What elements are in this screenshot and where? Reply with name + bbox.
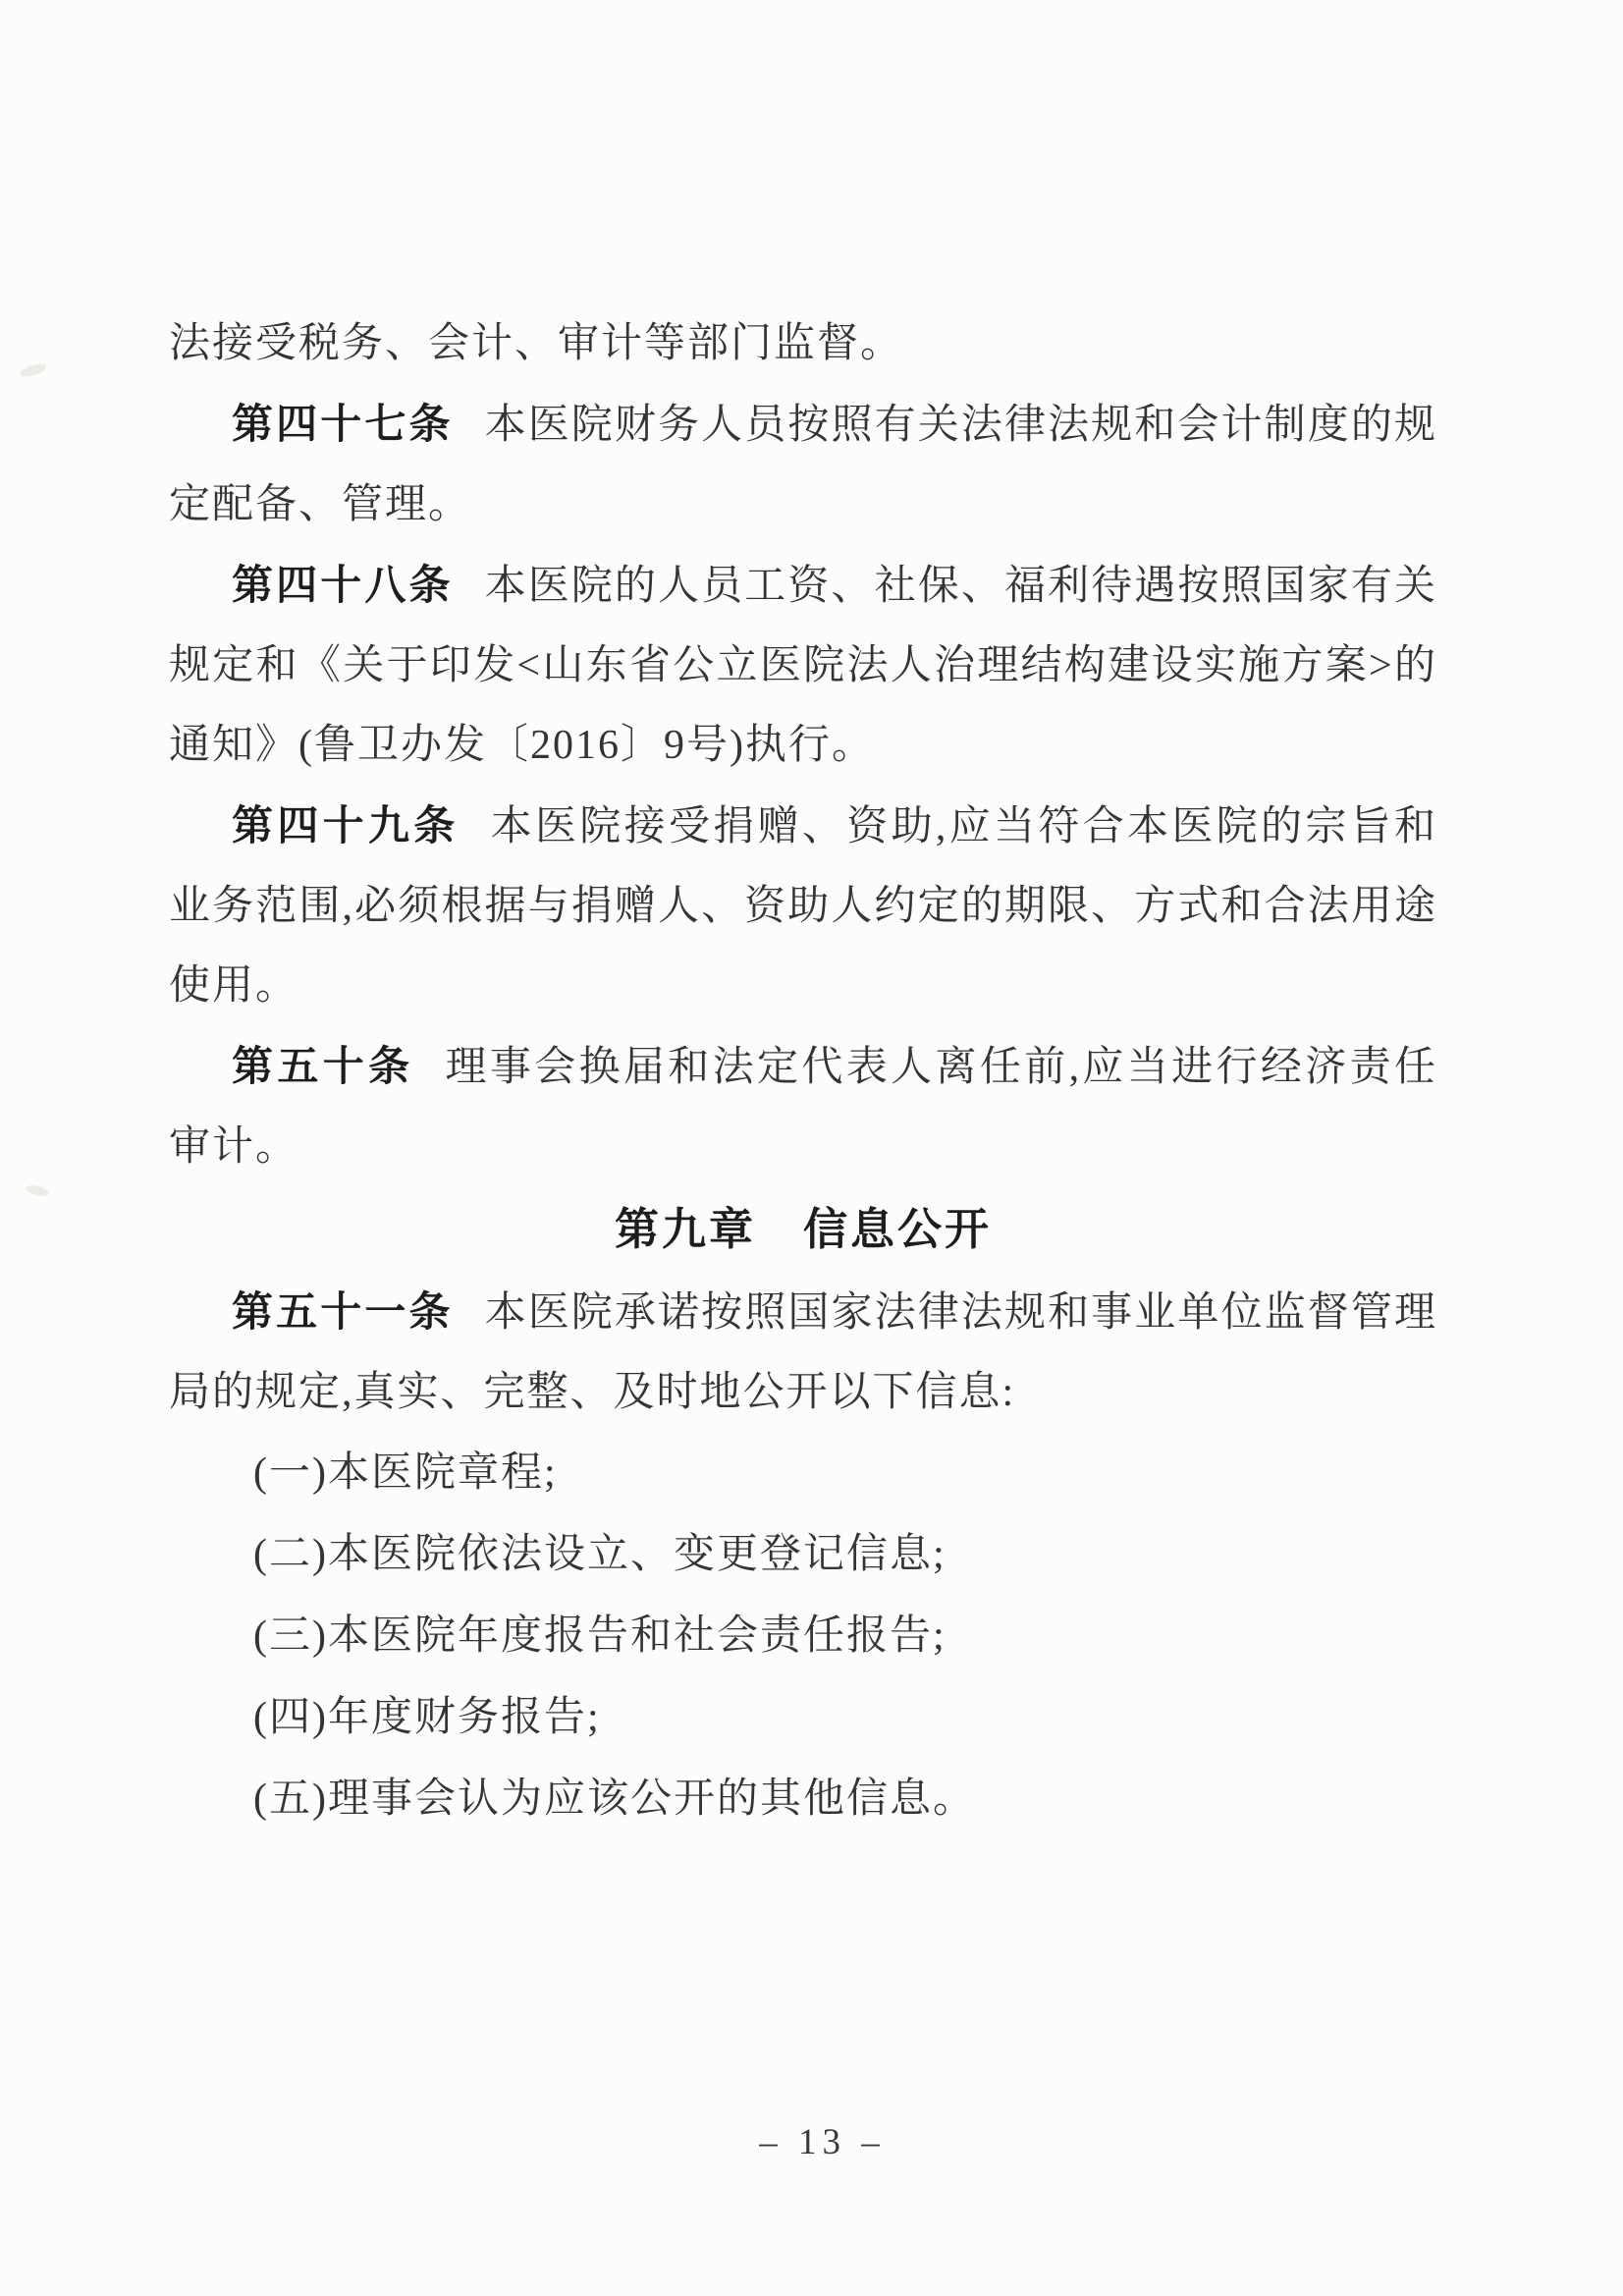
page-content <box>169 304 1437 1840</box>
scan-artifact <box>19 361 48 379</box>
article-51-text: 本医院承诺按照国家法律法规和事业单位监督管理局的规定,真实、完整、及时地公开以下信息: <box>169 1290 1437 1415</box>
chapter-title: 信息公开 <box>803 1204 993 1254</box>
article-47-text: 本医院财务人员按照有关法律法规和会计制度的规定配备、管理。 <box>169 403 1437 527</box>
paragraph-article-49 <box>169 786 1437 1026</box>
list-item-4: (四)年度财务报告; <box>253 1695 601 1740</box>
chapter-heading <box>169 1187 1437 1272</box>
article-50-text: 理事会换届和法定代表人离任前,应当进行经济责任审计。 <box>169 1045 1437 1170</box>
list-item-2: (二)本医院依法设立、变更登记信息; <box>253 1532 947 1577</box>
page-number: – 13 – <box>759 2122 886 2162</box>
scan-artifact <box>25 1183 49 1198</box>
paragraph-article-48 <box>169 545 1437 786</box>
paragraph-article-50 <box>169 1026 1437 1187</box>
paragraph-article-47 <box>169 384 1437 545</box>
article-48-label: 第四十八条 <box>232 562 454 608</box>
paragraph-continuation: 法接受税务、会计、审计等部门监督。 <box>169 321 904 366</box>
article-48-text: 本医院的人员工资、社保、福利待遇按照国家有关规定和《关于印发<山东省公立医院法人治理结构建设实施方案>的通知》(鲁卫办发〔2016〕9号)执行。 <box>169 564 1437 768</box>
article-49-label: 第四十九条 <box>232 802 460 848</box>
article-49-text: 本医院接受捐赠、资助,应当符合本医院的宗旨和业务范围,必须根据与捐赠人、资助人约定的期限、方式和合法用途使用。 <box>169 804 1437 1009</box>
list-item-3: (三)本医院年度报告和社会责任报告; <box>253 1613 947 1659</box>
list-item-5: (五)理事会认为应该公开的其他信息。 <box>253 1777 976 1822</box>
article-47-label: 第四十七条 <box>232 401 454 447</box>
list-item-1: (一)本医院章程; <box>253 1450 558 1496</box>
paragraph-article-51 <box>169 1272 1437 1433</box>
chapter-number: 第九章 <box>614 1204 756 1254</box>
article-51-label: 第五十一条 <box>232 1288 454 1335</box>
article-50-label: 第五十条 <box>232 1043 414 1089</box>
